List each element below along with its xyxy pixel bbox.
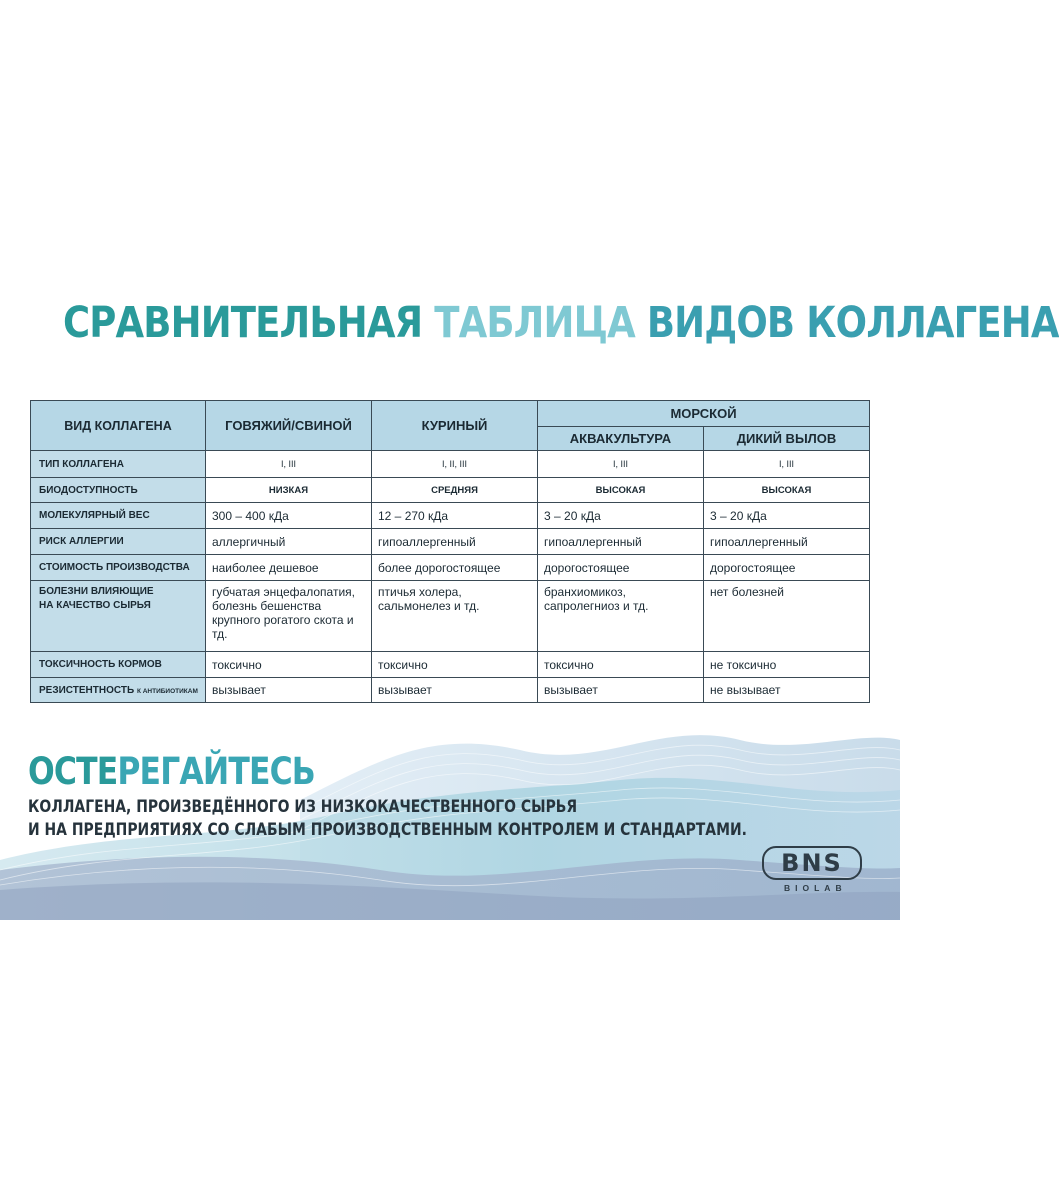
- table-cell: токсично: [372, 652, 538, 678]
- table-row: [31, 451, 870, 478]
- header-bovine: ГОВЯЖИЙ/СВИНОЙ: [206, 401, 372, 451]
- row-label-main: РЕЗИСТЕНТНОСТЬ: [39, 684, 135, 696]
- table-cell: токсично: [538, 652, 704, 678]
- table-row: [31, 503, 870, 529]
- table-cell: наиболее дешевое: [206, 555, 372, 581]
- row-label-line: НА КАЧЕСТВО СЫРЬЯ: [39, 600, 151, 611]
- warning-heading-part-2: РЕГАЙТЕСЬ: [117, 750, 315, 793]
- table-cell: дорогостоящее: [704, 555, 870, 581]
- row-label: СТОИМОСТЬ ПРОИЗВОДСТВА: [31, 555, 206, 581]
- header-collagen-type: ВИД КОЛЛАГЕНА: [31, 401, 206, 451]
- table-row: [31, 529, 870, 555]
- row-label: [31, 581, 206, 652]
- table-row: [31, 652, 870, 678]
- brand-logo: [762, 846, 882, 896]
- page-title: [63, 298, 1059, 348]
- table-cell: гипоаллергенный: [538, 529, 704, 555]
- table-cell: СРЕДНЯЯ: [372, 478, 538, 503]
- comparison-table: [30, 400, 870, 703]
- table-cell: аллергичный: [206, 529, 372, 555]
- warning-line-2: И НА ПРЕДПРИЯТИЯХ СО СЛАБЫМ ПРОИЗВОДСТВЕННЫМ КОНТРОЛЕМ И СТАНДАРТАМИ.: [28, 820, 747, 840]
- warning-heading-part-1: ОСТЕ: [28, 750, 118, 793]
- table-cell: гипоаллергенный: [372, 529, 538, 555]
- table-cell: вызывает: [206, 678, 372, 703]
- table-cell: гипоаллергенный: [704, 529, 870, 555]
- table-cell: более дорогостоящее: [372, 555, 538, 581]
- table-cell: 3 – 20 кДа: [538, 503, 704, 529]
- table-row: [31, 478, 870, 503]
- title-part-3: ВИДОВ КОЛЛАГЕНА: [646, 298, 1059, 348]
- table-cell: I, II, III: [372, 451, 538, 478]
- header-aquaculture: АКВАКУЛЬТУРА: [538, 427, 704, 451]
- table-row: [31, 555, 870, 581]
- table-cell: ВЫСОКАЯ: [704, 478, 870, 503]
- row-label: ТОКСИЧНОСТЬ КОРМОВ: [31, 652, 206, 678]
- table-cell: дорогостоящее: [538, 555, 704, 581]
- table-cell: вызывает: [538, 678, 704, 703]
- table-cell: нет болезней: [704, 581, 870, 652]
- header-wild-catch: ДИКИЙ ВЫЛОВ: [704, 427, 870, 451]
- row-label: МОЛЕКУЛЯРНЫЙ ВЕС: [31, 503, 206, 529]
- table-cell: 300 – 400 кДа: [206, 503, 372, 529]
- row-label: РИСК АЛЛЕРГИИ: [31, 529, 206, 555]
- table-cell: бранхиомикоз, сапролегниоз и тд.: [538, 581, 704, 652]
- logo-subtitle: BIOLAB: [784, 883, 847, 893]
- logo-mark: BNS: [762, 846, 862, 880]
- table-cell: 3 – 20 кДа: [704, 503, 870, 529]
- table-cell: вызывает: [372, 678, 538, 703]
- table-row: [31, 581, 870, 652]
- table-cell: 12 – 270 кДа: [372, 503, 538, 529]
- row-label: ТИП КОЛЛАГЕНА: [31, 451, 206, 478]
- title-part-1: СРАВНИТЕЛЬНАЯ: [63, 298, 423, 348]
- table-cell: птичья холера, сальмонелез и тд.: [372, 581, 538, 652]
- row-label: БИОДОСТУПНОСТЬ: [31, 478, 206, 503]
- row-label-small: К АНТИБИОТИКАМ: [136, 687, 198, 695]
- warning-heading: [28, 750, 315, 793]
- row-label: [31, 678, 206, 703]
- table-cell: токсично: [206, 652, 372, 678]
- warning-line-1: КОЛЛАГЕНА, ПРОИЗВЕДЁННОГО ИЗ НИЗКОКАЧЕСТВЕННОГО СЫРЬЯ: [28, 797, 578, 817]
- table-cell: I, III: [704, 451, 870, 478]
- table-row: [31, 678, 870, 703]
- table-cell: НИЗКАЯ: [206, 478, 372, 503]
- table-cell: I, III: [538, 451, 704, 478]
- title-part-2: ТАБЛИЦА: [434, 298, 635, 348]
- table-cell: губчатая энцефалопатия, болезнь бешенства крупного рогатого скота и тд.: [206, 581, 372, 652]
- table-cell: не вызывает: [704, 678, 870, 703]
- header-marine: МОРСКОЙ: [538, 401, 870, 427]
- header-chicken: КУРИНЫЙ: [372, 401, 538, 451]
- row-label-line: БОЛЕЗНИ ВЛИЯЮЩИЕ: [39, 586, 154, 597]
- table-cell: I, III: [206, 451, 372, 478]
- table-cell: не токсично: [704, 652, 870, 678]
- table-cell: ВЫСОКАЯ: [538, 478, 704, 503]
